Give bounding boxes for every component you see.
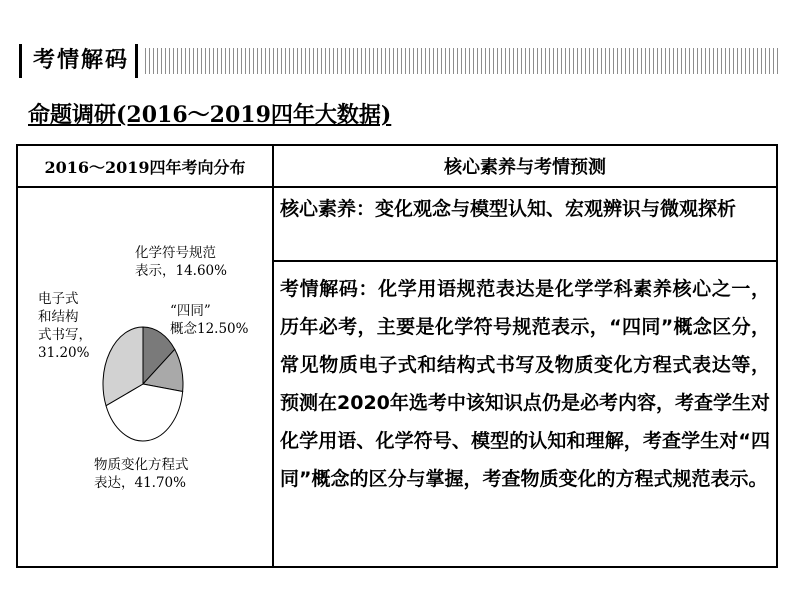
pie-label-equations: 物质变化方程式 表达，41.70% bbox=[94, 457, 189, 491]
col-header-literacy-forecast: 核心素养与考情预测 bbox=[273, 145, 777, 187]
analysis-cell bbox=[273, 261, 777, 567]
pie-label-symbols: 化学符号规范 表示，14.60% bbox=[135, 245, 227, 279]
col-header-distribution: 2016～2019四年考向分布 bbox=[17, 145, 273, 187]
pie-label-four-same: “四同” 概念12.50% bbox=[170, 303, 249, 337]
analysis-text: 考情解码：化学用语规范表达是化学学科素养核心之一，历年必考，主要是化学符号规范表示，“四同”概念区分，常见物质电子式和结构式书写及物质变化方程式表达等，预测在2020年选考中该知识点仍是必考内容，考查学生对化学用语、化学符号、模型的认知和理解，考查学生对“四同”概念的区分与掌握，考查物质变化的方程式规范表示。 bbox=[280, 278, 770, 490]
section-subtitle: 命题调研(2016～2019四年大数据) bbox=[28, 102, 392, 128]
core-literacy-cell bbox=[273, 187, 777, 261]
core-literacy-text: 核心素养：变化观念与模型认知、宏观辨识与微观探析 bbox=[280, 198, 737, 220]
banner-bar bbox=[19, 44, 22, 78]
exam-analysis-table bbox=[16, 144, 778, 568]
table-row-core bbox=[17, 187, 777, 261]
pie-chart-cell bbox=[17, 187, 273, 567]
table-header-row bbox=[17, 145, 777, 187]
banner-hatch bbox=[145, 48, 778, 74]
section-banner bbox=[19, 44, 778, 78]
banner-title: 考情解码 bbox=[27, 44, 138, 78]
pie-label-electron-formula: 电子式 和结构 式书写， 31.20% bbox=[38, 291, 92, 361]
